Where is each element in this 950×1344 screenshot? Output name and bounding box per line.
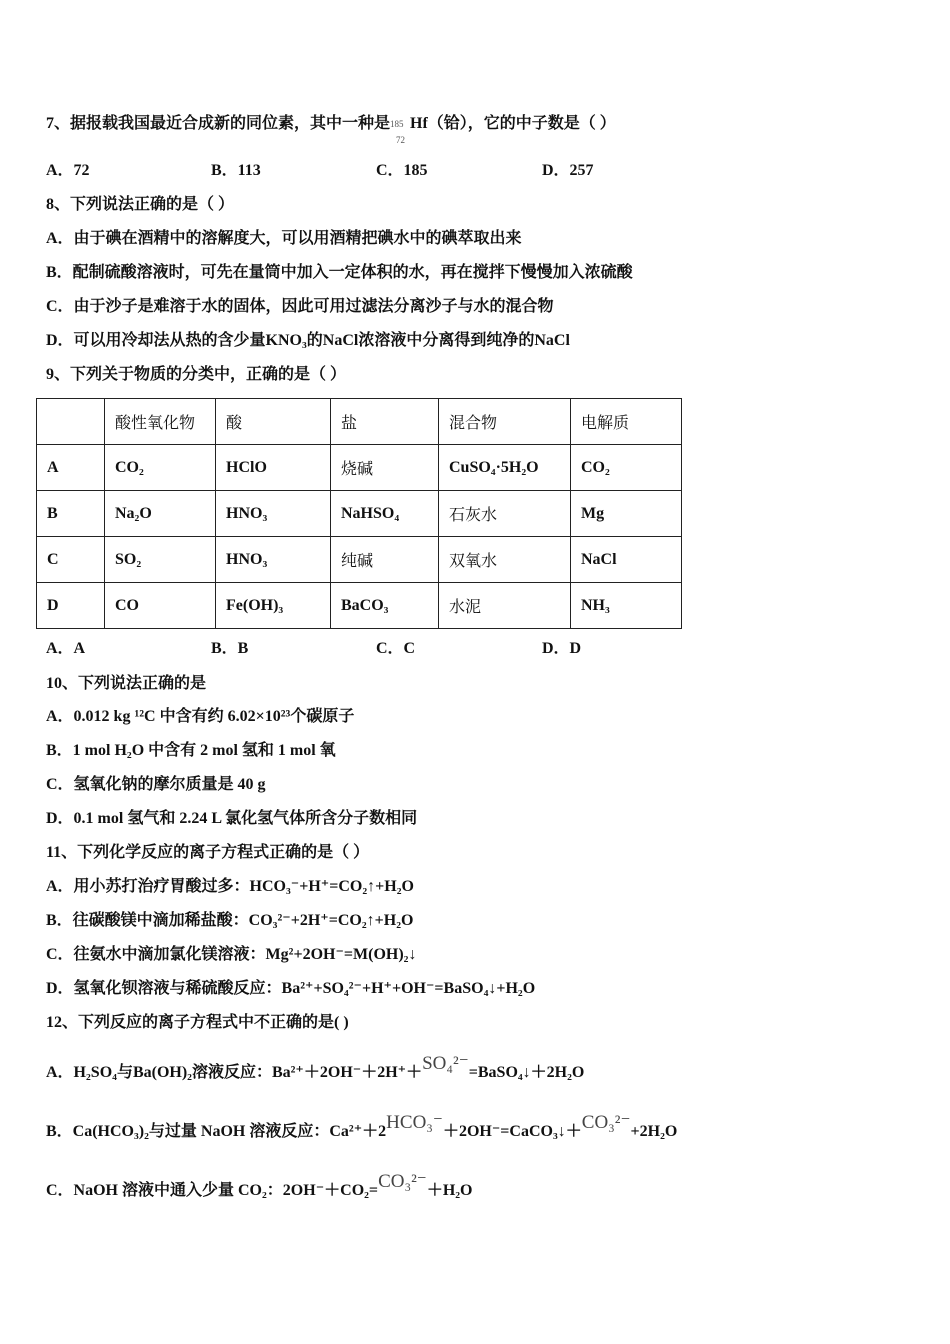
option-text: +2H₂O — [630, 1123, 678, 1140]
table-row — [37, 583, 682, 629]
question-9-stem: 9、下列关于物质的分类中，正确的是（ ） — [46, 366, 347, 383]
table-cell: B — [37, 491, 105, 537]
carbonate-ion: CO₃²⁻ — [378, 1171, 427, 1192]
table-row — [37, 491, 682, 537]
option-d: D．257 — [542, 162, 594, 179]
table-cell: C — [37, 537, 105, 583]
header-cell: 酸性氧化物 — [105, 399, 216, 445]
question-10-stem: 10、下列说法正确的是 — [46, 675, 207, 692]
question-11-stem: 11、下列化学反应的离子方程式正确的是（ ） — [46, 844, 370, 861]
table-cell: 石灰水 — [439, 491, 571, 537]
header-cell: 盐 — [331, 399, 439, 445]
option-b: B．往碳酸镁中滴加稀盐酸：CO₃²⁻+2H⁺=CO₂↑+H₂O — [46, 912, 414, 929]
option-c: C．由于沙子是难溶于水的固体，因此可用过滤法分离沙子与水的混合物 — [46, 298, 554, 315]
option-text: ＋H₂O — [426, 1182, 473, 1199]
option-c: C．氢氧化钠的摩尔质量是 40 g — [46, 776, 266, 793]
option-text: B．Ca(HCO₃)₂与过量 NaOH 溶液反应：Ca²⁺＋2 — [46, 1123, 387, 1140]
option-a: A．用小苏打治疗胃酸过多：HCO₃⁻+H⁺=CO₂↑+H₂O — [46, 878, 414, 895]
option-c: C．C — [376, 640, 416, 657]
table-cell: Mg — [571, 491, 682, 537]
table-cell: CuSO₄·5H₂O — [439, 445, 571, 491]
table-cell: 双氧水 — [439, 537, 571, 583]
table-cell: D — [37, 583, 105, 629]
stem-text: 7、据报载我国最近合成新的同位素，其中一种是 — [46, 115, 391, 132]
stem-text: Hf（铪），它的中子数是（ ） — [410, 115, 616, 132]
table-row — [37, 537, 682, 583]
header-cell — [37, 399, 105, 445]
option-b: B．1 mol H₂O 中含有 2 mol 氢和 1 mol 氧 — [46, 742, 336, 759]
atomic-number: 72 — [396, 135, 406, 145]
option-d: D．D — [542, 640, 582, 657]
table-cell: NaHSO₄ — [331, 491, 439, 537]
classification-table — [36, 398, 682, 629]
table-cell: 烧碱 — [331, 445, 439, 491]
table-cell: SO₂ — [105, 537, 216, 583]
option-a: A．由于碘在酒精中的溶解度大，可以用酒精把碘水中的碘萃取出来 — [46, 230, 522, 247]
table-cell: CO₂ — [105, 445, 216, 491]
header-cell: 酸 — [216, 399, 331, 445]
table-cell: Na₂O — [105, 491, 216, 537]
option-b: B．113 — [211, 162, 261, 179]
table-cell: NaCl — [571, 537, 682, 583]
table-cell: NH₃ — [571, 583, 682, 629]
table-cell: Fe(OH)₃ — [216, 583, 331, 629]
option-a: A．0.012 kg ¹²C 中含有约 6.02×10²³个碳原子 — [46, 708, 355, 725]
option-c: C．185 — [376, 162, 428, 179]
option-b: B．B — [211, 640, 249, 657]
option-d: D．可以用冷却法从热的含少量KNO₃的NaCl浓溶液中分离得到纯净的NaCl — [46, 332, 570, 349]
table-cell: HNO₃ — [216, 491, 331, 537]
option-text: C．NaOH 溶液中通入少量 CO₂：2OH⁻＋CO₂= — [46, 1182, 379, 1199]
bicarbonate-ion: HCO₃⁻ — [386, 1112, 443, 1133]
option-text: ＋2OH⁻=CaCO₃↓＋ — [442, 1123, 582, 1140]
question-8-stem: 8、下列说法正确的是（ ） — [46, 196, 235, 213]
option-a: A．72 — [46, 162, 90, 179]
table-cell: 水泥 — [439, 583, 571, 629]
option-text: =BaSO₄↓＋2H₂O — [468, 1064, 585, 1081]
table-cell: A — [37, 445, 105, 491]
table-cell: HClO — [216, 445, 331, 491]
option-a: A．A — [46, 640, 86, 657]
table-cell: HNO₃ — [216, 537, 331, 583]
table-cell: BaCO₃ — [331, 583, 439, 629]
option-b — [46, 1112, 678, 1142]
carbonate-ion: CO₃²⁻ — [581, 1112, 631, 1133]
table-row — [37, 445, 682, 491]
question-12-stem: 12、下列反应的离子方程式中不正确的是( ) — [46, 1014, 349, 1031]
header-cell: 电解质 — [571, 399, 682, 445]
table-cell: CO — [105, 583, 216, 629]
header-cell: 混合物 — [439, 399, 571, 445]
question-7-stem — [46, 114, 616, 145]
table-cell: CO₂ — [571, 445, 682, 491]
option-text: A．H₂SO₄与Ba(OH)₂溶液反应：Ba²⁺＋2OH⁻＋2H⁺＋ — [46, 1064, 423, 1081]
option-b: B．配制硫酸溶液时，可先在量筒中加入一定体积的水，再在搅拌下慢慢加入浓硫酸 — [46, 264, 633, 281]
option-d: D．氢氧化钡溶液与稀硫酸反应：Ba²⁺+SO₄²⁻+H⁺+OH⁻=BaSO₄↓+H₂O — [46, 980, 536, 997]
option-c: C．往氨水中滴加氯化镁溶液：Mg²+2OH⁻=M(OH)₂↓ — [46, 946, 417, 963]
mass-number: 185 — [390, 119, 404, 129]
table-header-row — [37, 399, 682, 445]
option-d: D．0.1 mol 氢气和 2.24 L 氯化氢气体所含分子数相同 — [46, 810, 418, 827]
sulfate-ion: SO₄²⁻ — [422, 1053, 469, 1074]
table-cell: 纯碱 — [331, 537, 439, 583]
option-a — [46, 1053, 585, 1083]
option-c — [46, 1171, 473, 1201]
